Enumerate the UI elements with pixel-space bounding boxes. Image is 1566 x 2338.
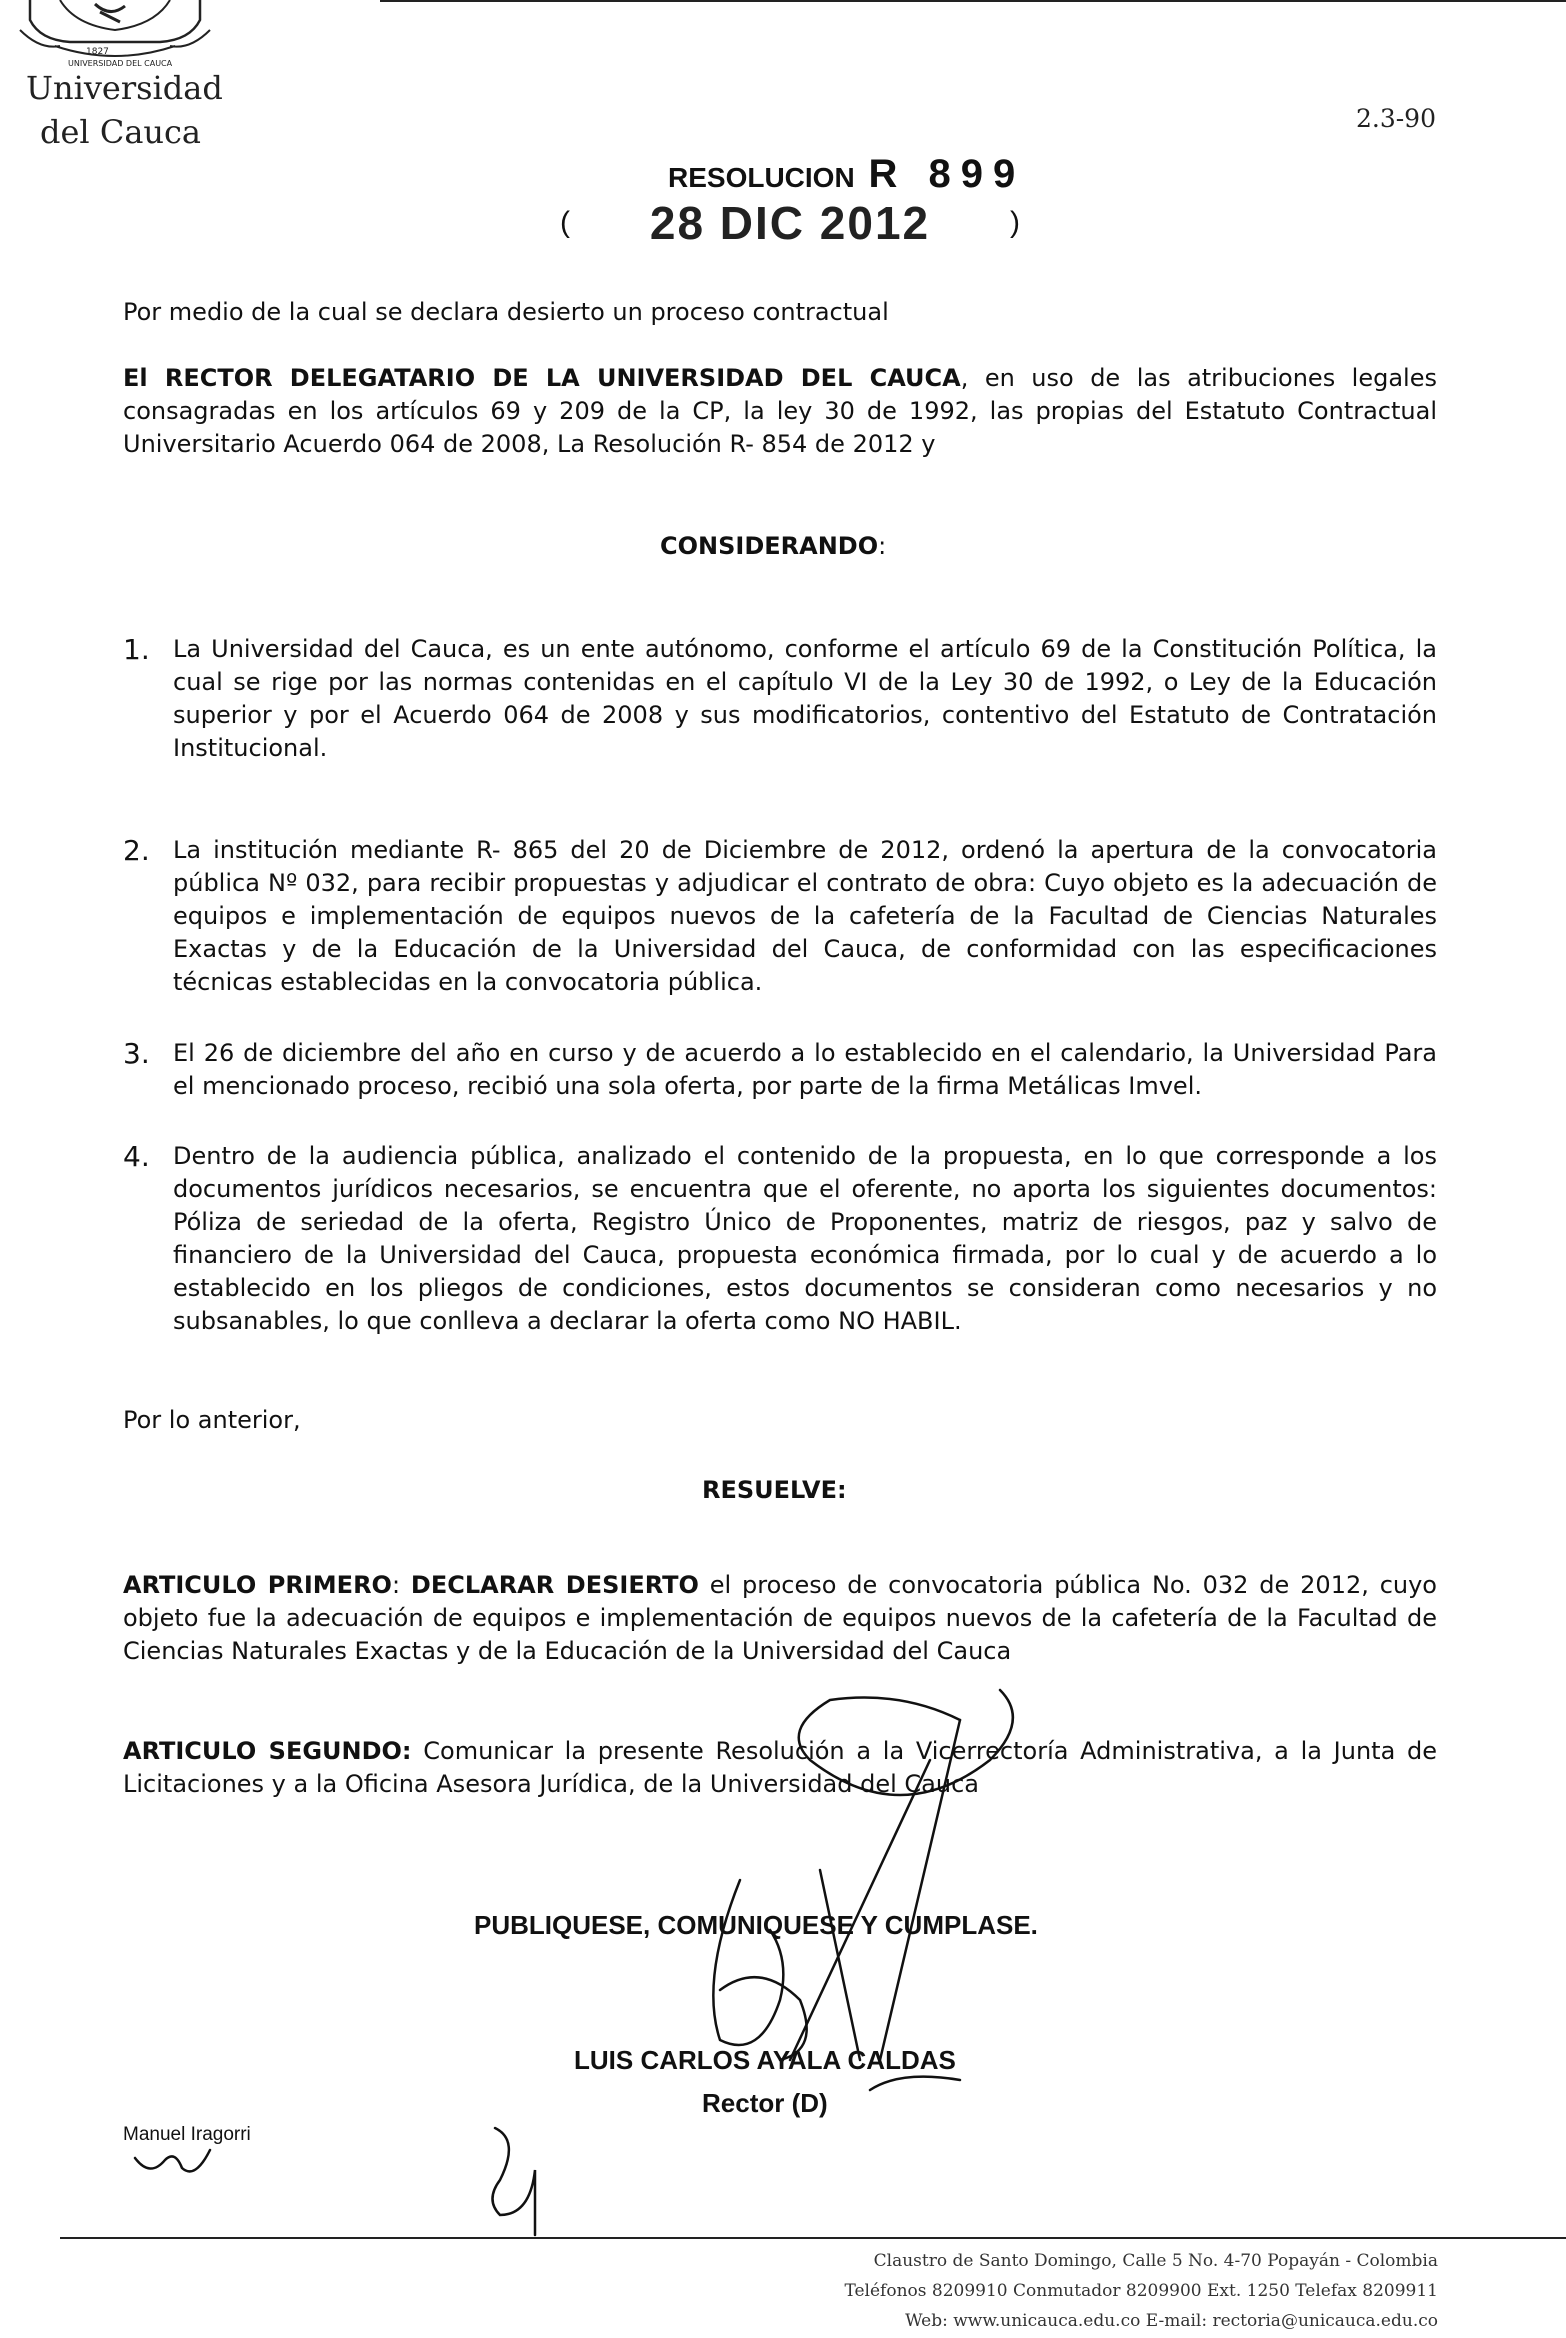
document-code: 2.3-90 xyxy=(1355,104,1436,133)
footer-rule xyxy=(60,2237,1566,2239)
institution-line-1: Universidad xyxy=(26,69,223,107)
footer-address: Claustro de Santo Domingo, Calle 5 No. 4-70 Popayán - Colombia xyxy=(873,2251,1438,2271)
resolution-title xyxy=(668,152,1025,197)
item-text: La Universidad del Cauca, es un ente autónomo, conforme el artículo 69 de la Constitución Política, la cual se rige por las normas contenidas en el capítulo VI de la Ley 30 de 1992, o Ley de la Educación superior y por el Acuerdo 064 de 2008 y sus modificatorios, contentivo del Estatuto de Contratación Institucional. xyxy=(173,635,1437,762)
considerando-item xyxy=(123,1037,1437,1103)
preamble-authority: El RECTOR DELEGATARIO DE LA UNIVERSIDAD DEL CAUCA xyxy=(123,364,961,392)
closing-formula: PUBLIQUESE, COMUNIQUESE Y CUMPLASE. xyxy=(474,1910,1038,1940)
date-close-paren: ) xyxy=(1010,206,1020,239)
initials-stroke xyxy=(493,2128,536,2235)
article1-text: el proceso de convocatoria pública No. 032 de 2012, cuyo objeto fue la adecuación de equipos e implementación de equipos nuevos de la cafetería de la Facultad de Ciencias Naturales Exactas y de la Educación de la Universidad del Cauca xyxy=(123,1571,1437,1665)
item-text: La institución mediante R- 865 del 20 de Diciembre de 2012, ordenó la apertura de la convocatoria pública Nº 032, para recibir propuestas y adjudicar el contrato de obra: Cuyo objeto es la adecuación de equipos e implementación de equipos nuevos de la cafetería de la Facultad de Ciencias Naturales Exactas y de la Educación de la Universidad del Cauca, de conformidad con las especificaciones técnicas establecidas en la convocatoria pública. xyxy=(173,836,1437,996)
article-segundo xyxy=(123,1735,1437,1801)
projected-by: Manuel Iragorri xyxy=(123,2124,251,2145)
considerando-heading xyxy=(660,532,886,560)
institution-line-2: del Cauca xyxy=(40,113,201,151)
seal-year: 1827 xyxy=(86,47,109,57)
rector-signature-stroke xyxy=(713,1880,783,2045)
transition-text: Por lo anterior, xyxy=(123,1406,301,1434)
considerando-word: CONSIDERANDO xyxy=(660,532,879,560)
item-number: 4. xyxy=(123,1140,150,1173)
article1-emphasis: DECLARAR DESIERTO xyxy=(410,1571,699,1599)
seal-ring-text: UNIVERSIDAD DEL CAUCA xyxy=(68,59,173,68)
item-text: Dentro de la audiencia pública, analizado el contenido de la propuesta, en lo que corresponde a los documentos jurídicos necesarios, se encuentra que el oferente, no aporta los siguientes documentos: Póliza de seriedad de la oferta, Registro Único de Proponentes, matriz de riesgos, paz y salvo de financiero de la Universidad del Cauca, propuesta económica firmada, por lo cual y de acuerdo a lo establecido en los pliegos de condiciones, estos documentos se consideran como necesarios y no subsanables, lo que conlleva a declarar la oferta como NO HABIL. xyxy=(173,1142,1437,1335)
resuelve-heading: RESUELVE: xyxy=(702,1476,847,1504)
signer-role: Rector (D) xyxy=(702,2088,828,2118)
footer-contact xyxy=(738,2246,1438,2336)
preamble-text: , en uso de las atribuciones legales consagradas en los artículos 69 y 209 de la CP, la ley 30 de 1992, las propias del Estatuto Contractual Universitario Acuerdo 064 de 2008, La Resolución R- 854 de 2012 y xyxy=(123,364,1437,458)
preamble xyxy=(123,362,1437,461)
initials-stroke xyxy=(135,2150,210,2171)
university-seal-icon xyxy=(0,0,230,72)
footer-phones: Teléfonos 8209910 Conmutador 8209900 Ext. 1250 Telefax 8209911 xyxy=(844,2281,1438,2301)
article-primero xyxy=(123,1569,1437,1668)
top-rule xyxy=(380,0,1566,2)
article2-text: Comunicar la presente Resolución a la Vicerrectoría Administrativa, a la Junta de Licitaciones y a la Oficina Asesora Jurídica, de la Universidad del Cauca xyxy=(123,1737,1438,1798)
signer-name: LUIS CARLOS AYALA CALDAS xyxy=(574,2045,956,2075)
resolution-number: R 899 xyxy=(868,152,1026,196)
considerando-item xyxy=(123,1140,1437,1338)
item-text: El 26 de diciembre del año en curso y de acuerdo a lo establecido en el calendario, la Universidad Para el mencionado proceso, recibió una sola oferta, por parte de la firma Metálicas Imvel. xyxy=(173,1039,1437,1100)
item-number: 2. xyxy=(123,834,150,867)
item-number: 1. xyxy=(123,633,150,666)
institution-name xyxy=(26,66,223,154)
article1-colon: : xyxy=(391,1571,411,1599)
article2-label: ARTICULO SEGUNDO: xyxy=(123,1737,412,1765)
article1-label: ARTICULO PRIMERO xyxy=(123,1571,392,1599)
date-open-paren: ( xyxy=(560,206,570,239)
footer-web: Web: www.unicauca.edu.co E-mail: rectoria@unicauca.edu.co xyxy=(905,2311,1438,2331)
considerando-colon: : xyxy=(878,532,887,560)
resolution-label: RESOLUCION xyxy=(668,162,855,193)
resolution-date-stamp: 28 DIC 2012 xyxy=(649,197,931,249)
considerando-item xyxy=(123,633,1437,765)
item-number: 3. xyxy=(123,1037,150,1070)
considerando-item xyxy=(123,834,1437,999)
resolution-purpose: Por medio de la cual se declara desierto un proceso contractual xyxy=(123,298,889,326)
resolution-date-line xyxy=(560,196,1020,250)
